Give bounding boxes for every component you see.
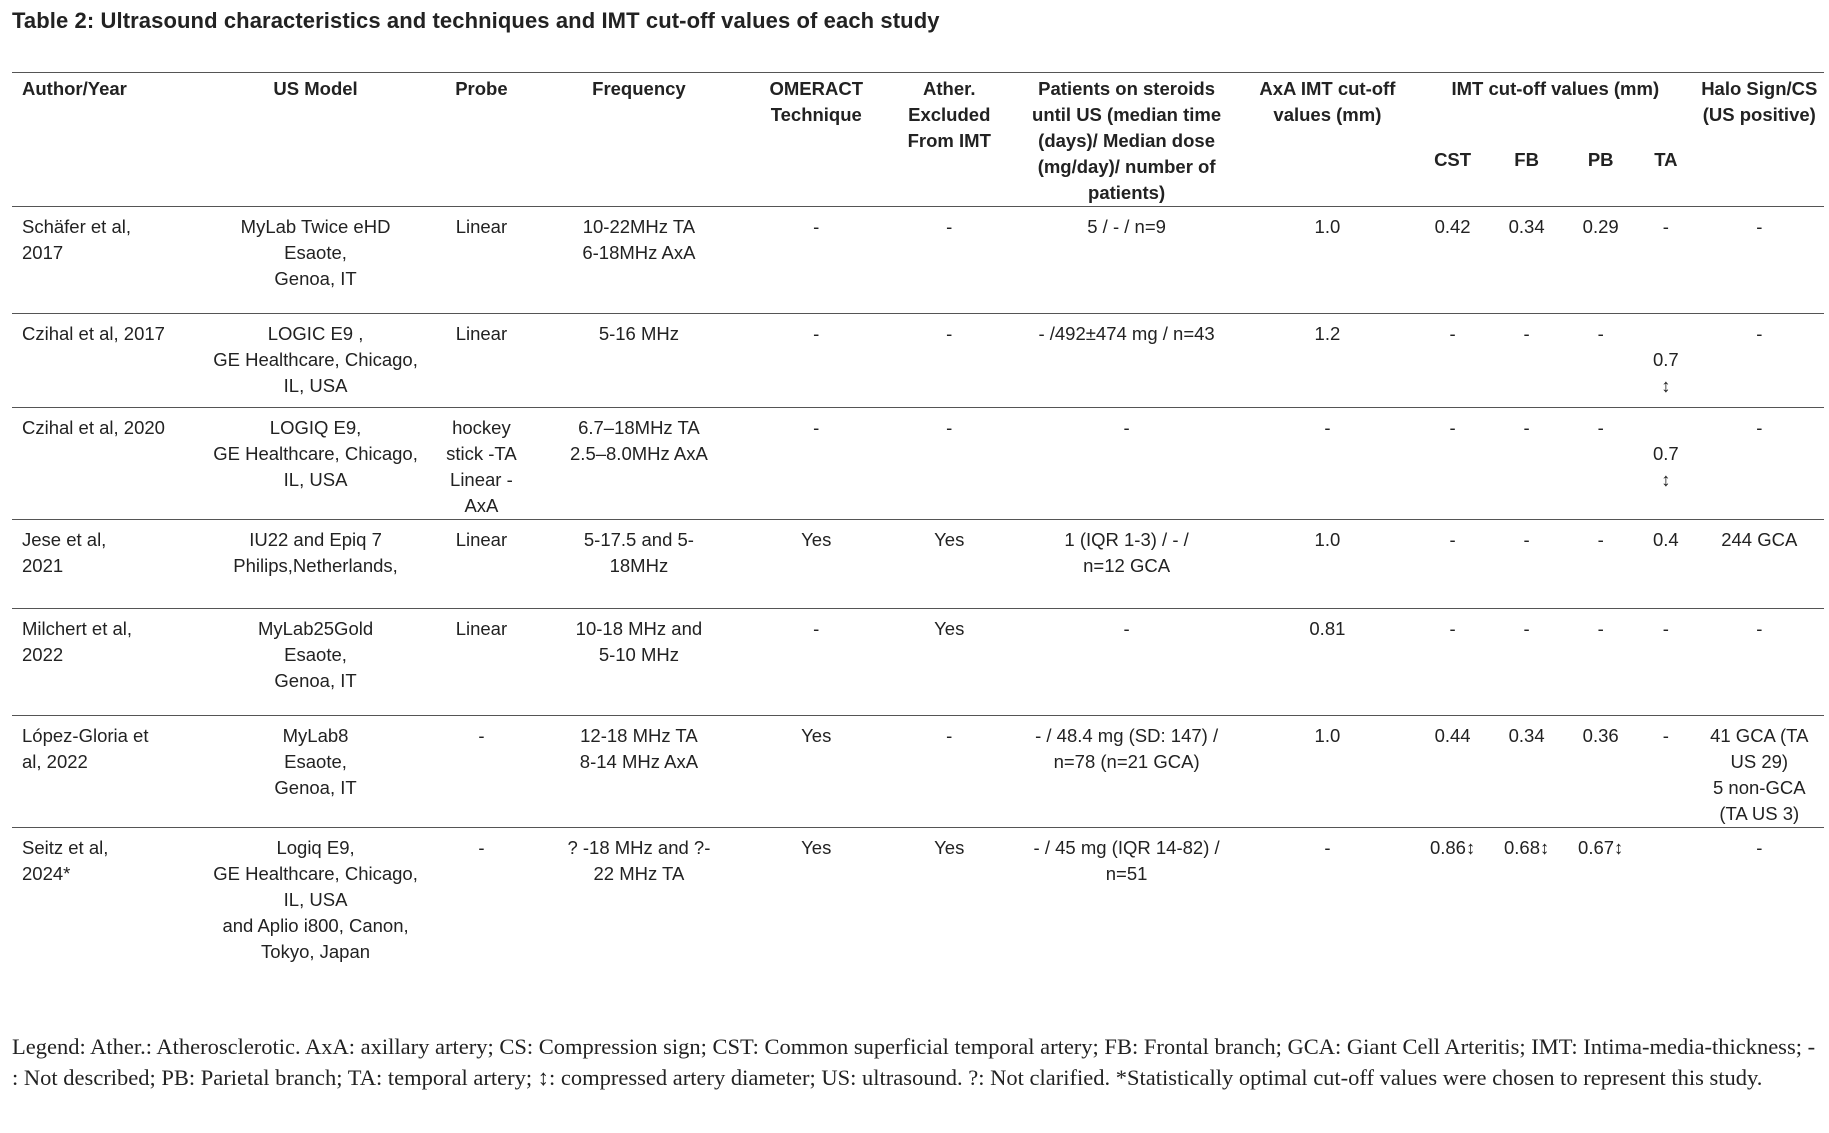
header-author: Author/Year: [12, 73, 198, 207]
cell-line: ↕: [1661, 375, 1671, 396]
cell-fb: [1489, 207, 1564, 314]
cell-line: -: [1324, 837, 1331, 858]
header-probe: Probe: [433, 73, 529, 207]
cell-omeract: [748, 716, 884, 828]
cell-line: -: [1449, 323, 1456, 344]
cell-line: Yes: [801, 725, 832, 746]
cell-ta: [1637, 716, 1694, 828]
cell-line: al, 2022: [22, 751, 88, 772]
cell-cst: [1416, 828, 1489, 966]
cell-ather: [884, 520, 1014, 609]
cell-line: Czihal et al, 2017: [22, 323, 165, 344]
cell-line: IL, USA: [283, 889, 348, 910]
header-axa-cutoff: AxA IMT cut-off values (mm): [1239, 73, 1416, 207]
cell-line: 1.0: [1314, 529, 1341, 550]
cell-frequency: [529, 314, 748, 408]
cell-line: -: [478, 725, 485, 746]
cell-ather: [884, 609, 1014, 716]
cell-cst: [1416, 716, 1489, 828]
cell-fb: [1489, 828, 1564, 966]
header-pb: PB: [1587, 148, 1614, 170]
table-row: [12, 716, 1824, 828]
cell-pb: [1564, 408, 1637, 520]
cell-line: n=78 (n=21 GCA): [1053, 751, 1200, 772]
cell-line: - /492±474 mg / n=43: [1038, 323, 1215, 344]
cell-line: - / 45 mg (IQR 14-82) /: [1033, 837, 1220, 858]
cell-line: -: [1756, 216, 1763, 237]
cell-ather: [884, 828, 1014, 966]
cell-axa: [1239, 408, 1416, 520]
cell-line: -: [1123, 417, 1130, 438]
cell-halo: [1695, 314, 1824, 408]
cell-line: 1.2: [1314, 323, 1341, 344]
cell-steroids: [1014, 609, 1238, 716]
cell-frequency: [529, 828, 748, 966]
cell-line: -: [813, 216, 820, 237]
cell-model: [198, 609, 434, 716]
cell-line: -: [946, 417, 953, 438]
header-ta: TA: [1654, 148, 1678, 170]
cell-probe: [433, 314, 529, 408]
cell-fb: [1489, 408, 1564, 520]
cell-frequency: [529, 207, 748, 314]
cell-line: Jese et al,: [22, 529, 107, 550]
cell-line: n=12 GCA: [1083, 555, 1171, 576]
cell-axa: [1239, 716, 1416, 828]
table-row: [12, 828, 1824, 966]
table-row: [12, 408, 1824, 520]
cell-line: -: [1523, 618, 1530, 639]
cell-cst: [1416, 207, 1489, 314]
cell-ta: [1637, 828, 1694, 966]
cell-steroids: [1014, 520, 1238, 609]
cell-fb: [1489, 716, 1564, 828]
cell-cst: [1416, 609, 1489, 716]
cell-line: Philips,Netherlands,: [233, 555, 398, 576]
cell-line: 5-10 MHz: [598, 644, 680, 665]
cell-line: 5 non-GCA: [1713, 777, 1806, 798]
cell-line: 2024*: [22, 863, 71, 884]
cell-line: 41 GCA (TA: [1710, 725, 1809, 746]
cell-line: IL, USA: [283, 469, 348, 490]
cell-steroids: [1014, 314, 1238, 408]
cell-halo: [1695, 207, 1824, 314]
cell-line: 22 MHz TA: [593, 863, 685, 884]
cell-line: 2021: [22, 555, 64, 576]
cell-pb: [1564, 609, 1637, 716]
cell-line: and Aplio i800, Canon,: [222, 915, 409, 936]
cell-line: stick -TA: [446, 443, 517, 464]
cell-cst: [1416, 408, 1489, 520]
cell-line: -: [1662, 618, 1669, 639]
cell-line: -: [1662, 725, 1669, 746]
header-frequency: Frequency: [529, 73, 748, 207]
cell-line: - / 48.4 mg (SD: 147) /: [1035, 725, 1219, 746]
cell-line: -: [1449, 618, 1456, 639]
cell-line: 0.86↕: [1429, 837, 1476, 858]
cell-line: Linear -: [450, 469, 513, 490]
table-row: [12, 314, 1824, 408]
cell-ta: [1637, 207, 1694, 314]
cell-line: -: [1523, 323, 1530, 344]
cell-line: Linear: [455, 216, 508, 237]
cell-halo: [1695, 520, 1824, 609]
cell-line: 0.7: [1653, 443, 1679, 464]
cell-line: -: [1662, 216, 1669, 237]
cell-line: IU22 and Epiq 7: [249, 529, 382, 550]
cell-line: ? -18 MHz and ?-: [567, 837, 711, 858]
header-omeract: OMERACT Technique: [748, 73, 884, 207]
cell-line: Genoa, IT: [274, 670, 357, 691]
cell-steroids: [1014, 408, 1238, 520]
cell-line: -: [1756, 837, 1763, 858]
cell-halo: [1695, 828, 1824, 966]
cell-steroids: [1014, 828, 1238, 966]
cell-line: 2.5–8.0MHz AxA: [570, 443, 708, 464]
cell-ta: [1637, 314, 1694, 408]
table-title: Table 2: Ultrasound characteristics and techniques and IMT cut-off values of each study: [12, 8, 940, 33]
cell-line: AxA: [464, 495, 499, 516]
cell-axa: [1239, 314, 1416, 408]
cell-halo: [1695, 609, 1824, 716]
cell-model: [198, 520, 434, 609]
header-steroids: Patients on steroids until US (median time (days)/ Median dose (mg/day)/ number of patients): [1014, 73, 1238, 207]
cell-cst: [1416, 314, 1489, 408]
table-row: [12, 520, 1824, 609]
cell-line: -: [946, 725, 953, 746]
cell-author: [12, 314, 198, 408]
cell-frequency: [529, 609, 748, 716]
cell-line: Logiq E9,: [276, 837, 355, 858]
cell-omeract: [748, 520, 884, 609]
cell-line: Linear: [455, 529, 508, 550]
cell-steroids: [1014, 207, 1238, 314]
cell-line: GE Healthcare, Chicago,: [213, 443, 418, 464]
cell-omeract: [748, 207, 884, 314]
cell-line: 8-14 MHz AxA: [579, 751, 699, 772]
cell-line: 0.34: [1508, 216, 1545, 237]
cell-line: hockey: [452, 417, 511, 438]
cell-line: -: [1756, 417, 1763, 438]
cell-line: Yes: [934, 618, 965, 639]
cell-ather: [884, 314, 1014, 408]
cell-line: [1641, 835, 1690, 861]
cell-halo: [1695, 716, 1824, 828]
cell-ta: [1637, 520, 1694, 609]
cell-line: 0.29: [1582, 216, 1619, 237]
header-us-model: US Model: [198, 73, 434, 207]
cell-line: 18MHz: [609, 555, 669, 576]
cell-probe: [433, 408, 529, 520]
header-halo-sign: Halo Sign/CS (US positive): [1695, 73, 1824, 207]
cell-line: -: [1523, 529, 1530, 550]
cell-line: 5-17.5 and 5-: [583, 529, 694, 550]
cell-line: Milchert et al,: [22, 618, 133, 639]
cell-author: [12, 828, 198, 966]
cell-line: 5-16 MHz: [598, 323, 680, 344]
cell-omeract: [748, 609, 884, 716]
cell-pb: [1564, 828, 1637, 966]
cell-axa: [1239, 609, 1416, 716]
cell-line: -: [946, 216, 953, 237]
cell-line: (TA US 3): [1719, 803, 1800, 824]
cell-line: Genoa, IT: [274, 777, 357, 798]
cell-line: 0.67↕: [1578, 837, 1624, 858]
cell-frequency: [529, 716, 748, 828]
table-row: [12, 609, 1824, 716]
cell-line: -: [1123, 618, 1130, 639]
cell-ather: [884, 716, 1014, 828]
cell-ta: [1637, 609, 1694, 716]
header-row: [12, 73, 1824, 121]
cell-line: -: [1324, 417, 1331, 438]
cell-line: -: [1756, 618, 1763, 639]
cell-line: López-Gloria et: [22, 725, 149, 746]
cell-line: -: [1597, 323, 1604, 344]
cell-pb: [1564, 520, 1637, 609]
cell-line: 6-18MHz AxA: [582, 242, 696, 263]
cell-pb: [1564, 716, 1637, 828]
cell-line: Genoa, IT: [274, 268, 357, 289]
cell-line: -: [946, 323, 953, 344]
cell-fb: [1489, 520, 1564, 609]
cell-line: 10-22MHz TA: [582, 216, 696, 237]
cell-axa: [1239, 207, 1416, 314]
cell-probe: [433, 716, 529, 828]
cell-line: 10-18 MHz and: [575, 618, 703, 639]
cell-line: 5 / - / n=9: [1087, 216, 1166, 237]
cell-line: MyLab8: [282, 725, 349, 746]
cell-line: MyLab Twice eHD: [240, 216, 391, 237]
cell-line: 244 GCA: [1721, 529, 1798, 550]
cell-line: Schäfer et al,: [22, 216, 132, 237]
cell-ather: [884, 408, 1014, 520]
cell-line: LOGIQ E9,: [269, 417, 362, 438]
cell-model: [198, 716, 434, 828]
cell-frequency: [529, 408, 748, 520]
cell-line: 1 (IQR 1-3) / - /: [1064, 529, 1189, 550]
ultrasound-table: [12, 72, 1824, 965]
cell-line: 0.7: [1653, 349, 1679, 370]
cell-line: Yes: [801, 837, 832, 858]
cell-ta: [1637, 408, 1694, 520]
cell-axa: [1239, 828, 1416, 966]
cell-line: Yes: [801, 529, 832, 550]
cell-probe: [433, 207, 529, 314]
cell-line: 0.44: [1434, 725, 1471, 746]
cell-probe: [433, 828, 529, 966]
header-ather-excluded: Ather. Excluded From IMT: [884, 73, 1014, 207]
cell-line: 1.0: [1314, 216, 1341, 237]
cell-line: Esaote,: [284, 644, 347, 665]
cell-line: 0.68↕: [1503, 837, 1550, 858]
cell-omeract: [748, 828, 884, 966]
table-row: [12, 207, 1824, 314]
cell-line: 12-18 MHz TA: [580, 725, 698, 746]
cell-line: -: [813, 417, 820, 438]
cell-line: -: [1523, 417, 1530, 438]
cell-line: IL, USA: [283, 375, 348, 396]
cell-model: [198, 314, 434, 408]
header-cst: CST: [1434, 148, 1472, 170]
cell-line: -: [813, 618, 820, 639]
cell-author: [12, 609, 198, 716]
cell-pb: [1564, 314, 1637, 408]
cell-line: -: [1597, 529, 1604, 550]
cell-line: Yes: [934, 529, 965, 550]
cell-line: 2022: [22, 644, 64, 665]
cell-line: -: [478, 837, 485, 858]
cell-line: 0.34: [1508, 725, 1545, 746]
cell-line: Esaote,: [284, 751, 347, 772]
cell-line: 2017: [22, 242, 64, 263]
cell-author: [12, 716, 198, 828]
cell-line: Czihal et al, 2020: [22, 417, 165, 438]
cell-line: [1641, 415, 1690, 441]
cell-line: Tokyo, Japan: [261, 941, 371, 962]
cell-model: [198, 207, 434, 314]
cell-author: [12, 207, 198, 314]
cell-frequency: [529, 520, 748, 609]
cell-line: GE Healthcare, Chicago,: [213, 349, 418, 370]
cell-fb: [1489, 314, 1564, 408]
cell-line: Esaote,: [284, 242, 347, 263]
cell-line: [1641, 321, 1690, 347]
cell-cst: [1416, 520, 1489, 609]
cell-line: -: [813, 323, 820, 344]
header-imt-cutoff: IMT cut-off values (mm): [1416, 73, 1694, 121]
cell-probe: [433, 520, 529, 609]
cell-line: n=51: [1105, 863, 1148, 884]
cell-author: [12, 408, 198, 520]
cell-line: 0.4: [1653, 529, 1679, 550]
cell-line: Yes: [934, 837, 965, 858]
cell-line: ↕: [1661, 469, 1671, 490]
cell-line: -: [1756, 323, 1763, 344]
cell-line: 6.7–18MHz TA: [578, 417, 700, 438]
header-fb: FB: [1514, 148, 1539, 170]
cell-line: -: [1449, 417, 1456, 438]
cell-line: -: [1449, 529, 1456, 550]
cell-fb: [1489, 609, 1564, 716]
cell-line: Seitz et al,: [22, 837, 109, 858]
cell-line: 0.81: [1309, 618, 1346, 639]
cell-model: [198, 408, 434, 520]
cell-line: US 29): [1730, 751, 1789, 772]
cell-pb: [1564, 207, 1637, 314]
cell-author: [12, 520, 198, 609]
cell-line: -: [1597, 417, 1604, 438]
cell-halo: [1695, 408, 1824, 520]
cell-axa: [1239, 520, 1416, 609]
cell-line: 0.36: [1582, 725, 1619, 746]
cell-line: Linear: [455, 323, 508, 344]
cell-line: 0.42: [1434, 216, 1471, 237]
cell-line: Linear: [455, 618, 508, 639]
cell-line: MyLab25Gold: [257, 618, 374, 639]
cell-ather: [884, 207, 1014, 314]
cell-omeract: [748, 314, 884, 408]
cell-line: LOGIC E9 ,: [267, 323, 364, 344]
cell-model: [198, 828, 434, 966]
table-legend: Legend: Ather.: Atherosclerotic. AxA: axillary artery; CS: Compression sign; CST: Common superficial temporal artery; FB: Frontal branch; GCA: Giant Cell Arteritis; IMT: Intima-media-thickness; - : Not described; PB: Parietal branch; TA: temporal artery; ↕: compressed artery diameter; US: ultrasound. ?: Not clarified. *Statistically optimal cut-off values were chosen to represent this study.: [12, 1034, 1816, 1090]
cell-line: GE Healthcare, Chicago,: [213, 863, 418, 884]
cell-line: -: [1597, 618, 1604, 639]
cell-steroids: [1014, 716, 1238, 828]
cell-line: 1.0: [1314, 725, 1341, 746]
cell-omeract: [748, 408, 884, 520]
cell-probe: [433, 609, 529, 716]
